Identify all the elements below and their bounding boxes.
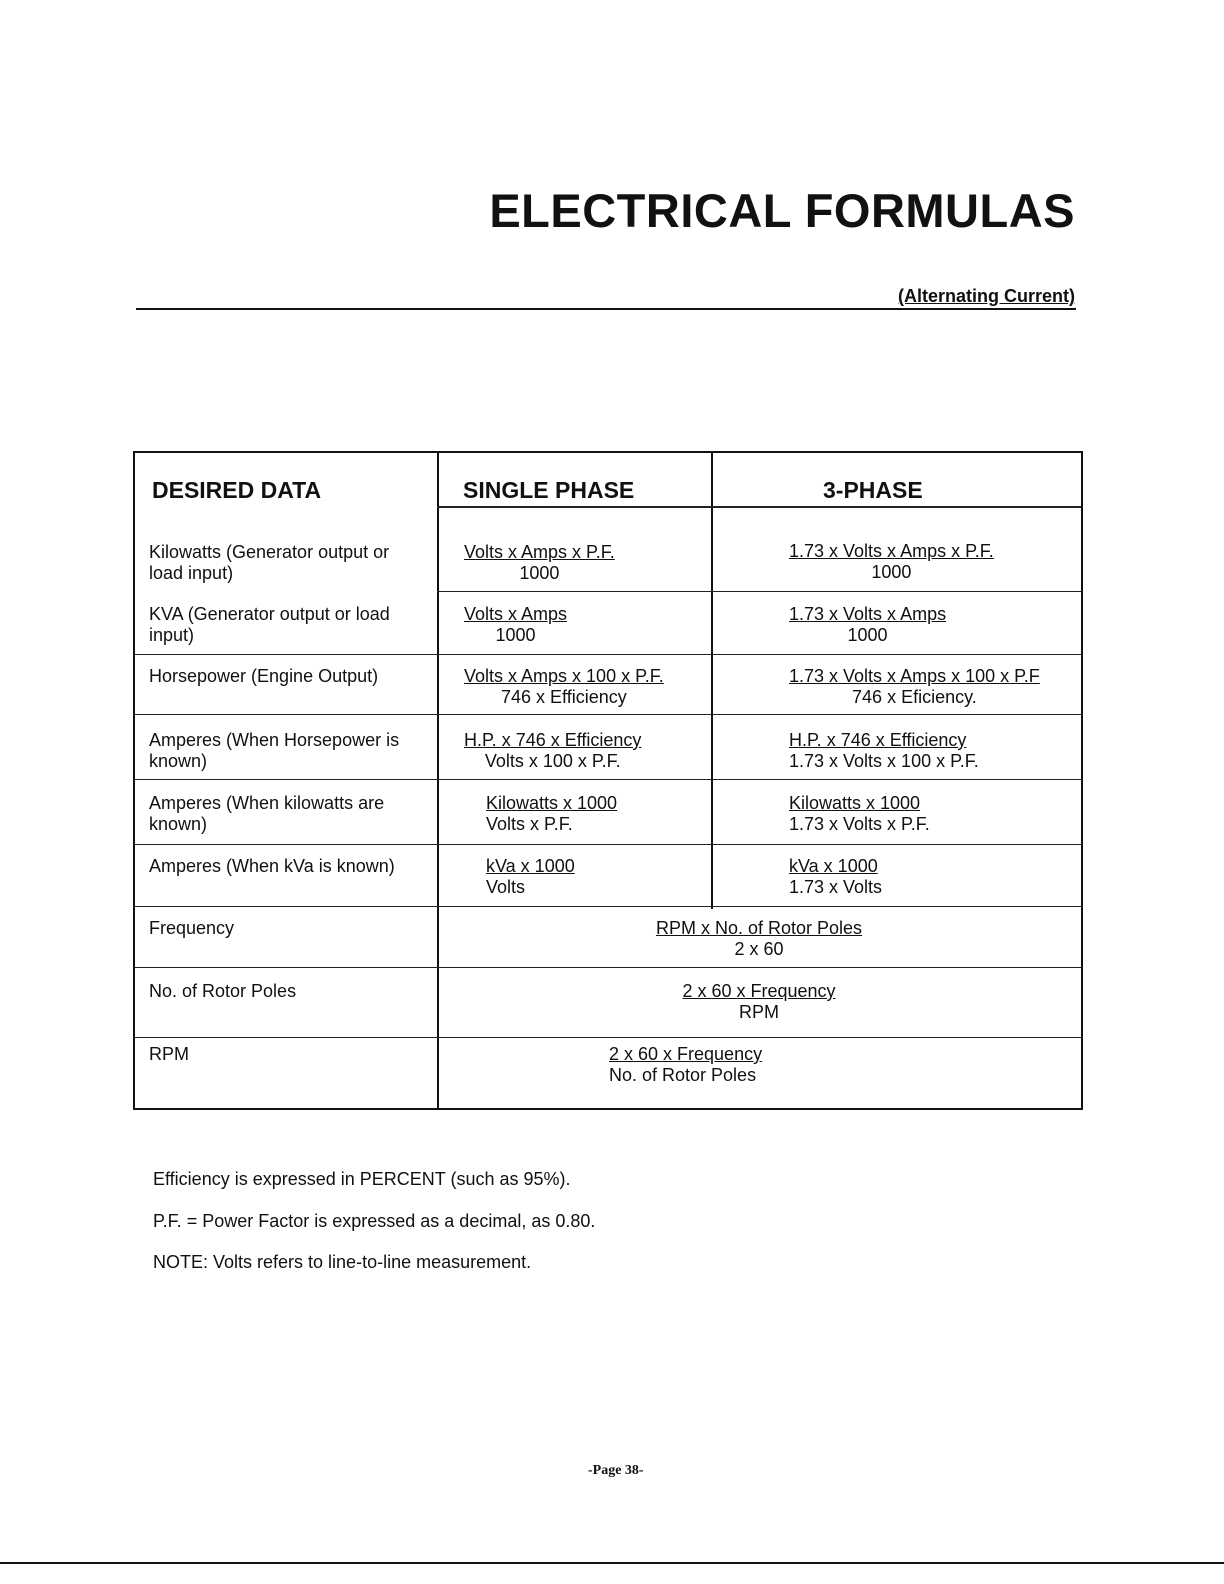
numerator: kVa x 1000 [486,856,575,876]
formula-single-kilowatts [464,542,615,584]
header-rule [437,506,1081,508]
row-divider [135,906,1081,907]
numerator: 2 x 60 x Frequency [682,981,836,1001]
header-single-phase: SINGLE PHASE [463,477,635,503]
numerator: Kilowatts x 1000 [789,793,921,813]
denominator: Volts [486,877,526,897]
formula-table [133,451,1083,1110]
desired-rpm: RPM [149,1044,189,1064]
denominator: 746 x Eficiency. [852,687,977,707]
formula-frequency [439,918,1079,960]
numerator: 1.73 x Volts x Amps x 100 x P.F [789,666,1040,686]
page-number: -Page 38- [588,1463,644,1478]
denominator: 1.73 x Volts [789,877,883,897]
row-divider [135,779,1081,780]
denominator: 1.73 x Volts x 100 x P.F. [789,751,979,771]
formula-three-horsepower [789,666,1040,708]
numerator: RPM x No. of Rotor Poles [655,918,863,938]
desired-amperes-kva: Amperes (When kVa is known) [149,856,395,876]
row-divider [135,844,1081,845]
numerator: Volts x Amps x 100 x P.F. [464,666,664,686]
denominator: 1.73 x Volts x P.F. [789,814,930,834]
denominator: 2 x 60 [734,939,784,959]
row-divider [135,967,1081,968]
title-rule [136,308,1076,310]
formula-single-amperes-kw [486,793,617,835]
note-power-factor: P.F. = Power Factor is expressed as a decimal, as 0.80. [153,1211,596,1231]
numerator: H.P. x 746 x Efficiency [789,730,967,750]
desired-kva: KVA (Generator output or load input) [149,604,390,645]
denominator: 746 x Efficiency [501,687,627,707]
formula-single-kva [464,604,567,646]
formula-single-horsepower [464,666,664,708]
header-desired-data: DESIRED DATA [152,477,322,503]
numerator: 1.73 x Volts x Amps x P.F. [789,541,994,561]
denominator: Volts x 100 x P.F. [484,751,621,771]
denominator: No. of Rotor Poles [609,1065,757,1085]
desired-kilowatts: Kilowatts (Generator output or load input) [149,542,390,583]
numerator: Volts x Amps x P.F. [464,542,615,562]
row-divider [437,591,1081,592]
formula-three-amperes-hp [789,730,979,772]
denominator: 1000 [871,562,912,582]
formula-single-amperes-kva [486,856,575,898]
formula-single-amperes-hp [464,730,641,772]
numerator: 2 x 60 x Frequency [609,1044,763,1064]
numerator: Kilowatts x 1000 [486,793,618,813]
row-divider [135,714,1081,715]
formula-rotor-poles [439,981,1079,1023]
page-title: ELECTRICAL FORMULAS [489,184,1075,237]
formula-rpm [609,1044,762,1086]
note-efficiency: Efficiency is expressed in PERCENT (such as 95%). [153,1169,571,1189]
numerator: H.P. x 746 x Efficiency [464,730,642,750]
numerator: kVa x 1000 [789,856,878,876]
column-divider-2 [711,453,713,909]
desired-amperes-hp: Amperes (When Horsepower is known) [149,730,400,771]
numerator: Volts x Amps [464,604,568,624]
note-volts: NOTE: Volts refers to line-to-line measurement. [153,1252,532,1272]
desired-rotor-poles: No. of Rotor Poles [149,981,297,1001]
row-divider [135,1037,1081,1038]
denominator: RPM [739,1002,779,1022]
page-subtitle: (Alternating Current) [898,286,1075,306]
header-three-phase: 3-PHASE [823,477,923,503]
denominator: 1000 [495,625,536,645]
formula-three-amperes-kva [789,856,882,898]
desired-amperes-kw: Amperes (When kilowatts are known) [149,793,385,834]
desired-frequency: Frequency [149,918,235,938]
footer-rule [0,1562,1224,1564]
denominator: 1000 [519,563,560,583]
numerator: 1.73 x Volts x Amps [789,604,947,624]
desired-horsepower: Horsepower (Engine Output) [149,666,379,686]
formula-three-kva [789,604,946,646]
denominator: Volts x P.F. [486,814,573,834]
formula-three-kilowatts [789,541,994,583]
denominator: 1000 [847,625,888,645]
formula-three-amperes-kw [789,793,930,835]
row-divider [135,654,1081,655]
